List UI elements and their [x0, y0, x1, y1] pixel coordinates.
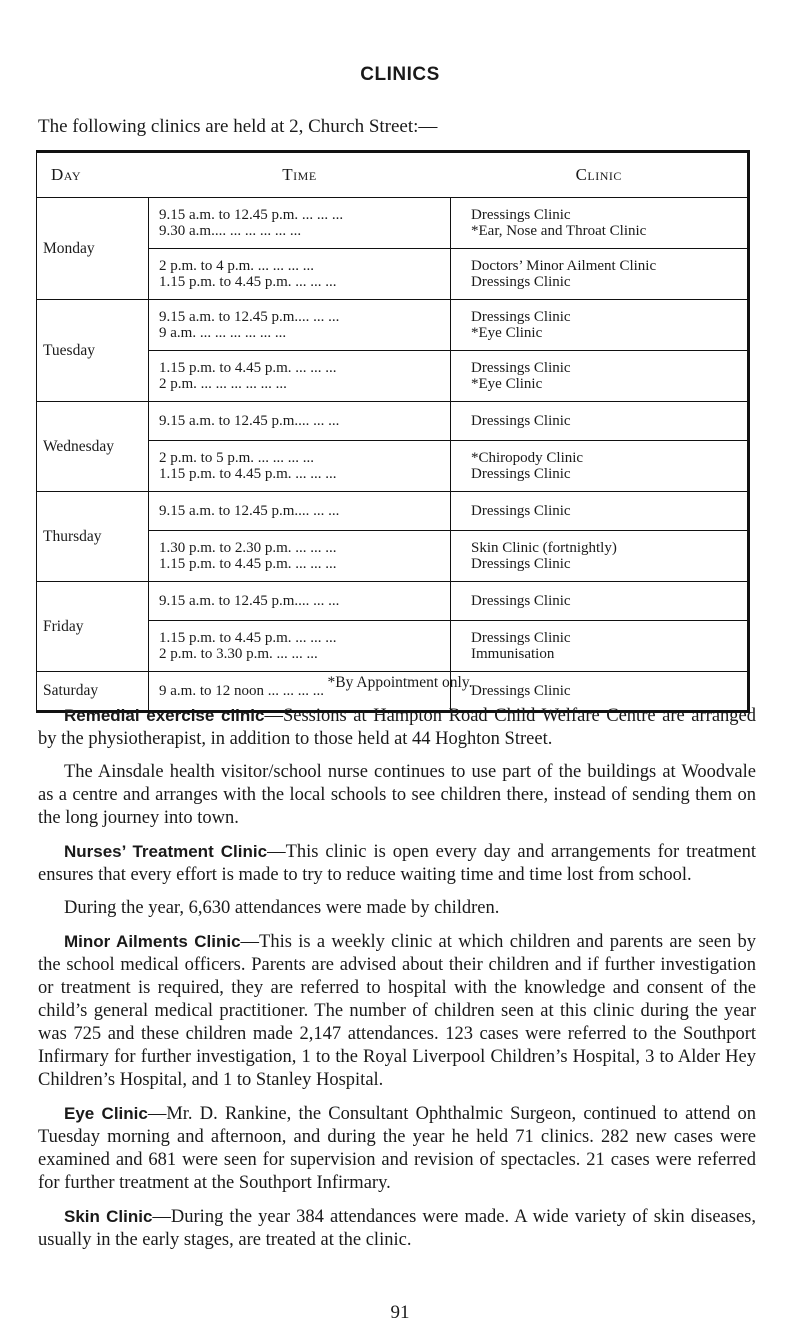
paragraph-text: —This clinic is open every day and arrangements for treatment ensures that every effort is made to try to reduce waiting time and time lost from school.	[38, 842, 756, 885]
time-cell	[149, 531, 451, 582]
clinic-text: Dressings Clinic	[471, 360, 571, 376]
clinic-text: Dressings Clinic	[471, 466, 571, 482]
day-cell: Tuesday	[37, 300, 149, 402]
paragraph-text: —Sessions at Hampton Road Child Welfare Centre are arranged by the physiotherapist, in addition to those held at 44 Hoghton Street.	[38, 706, 757, 749]
time-text: 2 p.m. to 3.30 p.m. ... ... ...	[159, 646, 318, 662]
time-cell	[149, 492, 451, 531]
clinic-text: Dressings Clinic	[471, 413, 571, 429]
time-text: 1.15 p.m. to 4.45 p.m. ... ... ...	[159, 274, 337, 290]
paragraph-heading: Remedial exercise clinic	[64, 706, 265, 725]
clinic-text: Doctors’ Minor Ailment Clinic	[471, 258, 657, 274]
time-cell	[149, 198, 451, 249]
time-text: 9.15 a.m. to 12.45 p.m.... ... ...	[159, 309, 340, 325]
appointment-note: *By Appointment only.	[327, 674, 473, 691]
clinic-cell	[451, 351, 749, 402]
clinic-text: *Eye Clinic	[471, 325, 543, 341]
table-row	[37, 402, 749, 441]
time-text: 1.15 p.m. to 4.45 p.m. ... ... ...	[159, 630, 337, 646]
time-cell	[149, 351, 451, 402]
clinic-cell	[451, 441, 749, 492]
time-text: 1.15 p.m. to 4.45 p.m. ... ... ...	[159, 556, 337, 572]
clinic-text: Dressings Clinic	[471, 207, 571, 223]
paragraph-heading: Nurses’ Treatment Clinic	[64, 842, 268, 861]
clinic-cell	[451, 492, 749, 531]
intro-text: The following clinics are held at 2, Church Street:—	[38, 116, 438, 137]
table-row	[37, 198, 749, 249]
time-text: 1.15 p.m. to 4.45 p.m. ... ... ...	[159, 466, 337, 482]
clinic-text: *Ear, Nose and Throat Clinic	[471, 223, 647, 239]
page-number: 91	[390, 1302, 410, 1323]
body-paragraph	[38, 930, 756, 1092]
clinic-text: *Chiropody Clinic	[471, 450, 584, 466]
paragraph-text: The Ainsdale health visitor/school nurse continues to use part of the buildings at Woodvale as a centre and arranges with the local schools to see children there, instead of sending them on the long journey into town.	[38, 762, 756, 828]
time-text: 9.15 a.m. to 12.45 p.m.... ... ...	[159, 413, 340, 429]
clinic-text: Dressings Clinic	[471, 503, 571, 519]
clinic-text: Immunisation	[471, 646, 555, 662]
clinic-text: Dressings Clinic	[471, 683, 571, 699]
time-cell	[149, 402, 451, 441]
clinic-text: Dressings Clinic	[471, 556, 571, 572]
time-text: 9.15 a.m. to 12.45 p.m. ... ... ...	[159, 207, 344, 223]
paragraph-text: —This is a weekly clinic at which children and parents are seen by the school medical officers. Parents are advised about their children and if further investigation or treatment is required, they are referred to hospital with the knowledge and consent of the child’s general medical practitioner. The number of children seen at this clinic during the year was 725 and these children made 2,147 attendances. 123 cases were referred to the Southport Infirmary for further investigation, 1 to the Royal Liverpool Children’s Hospital, 3 to Alder Hey Children’s Hospital, and 1 to Stanley Hospital.	[38, 932, 757, 1090]
paragraph-text: During the year, 6,630 attendances were made by children.	[64, 898, 500, 918]
time-cell	[149, 582, 451, 621]
header-time: Time	[149, 152, 451, 198]
paragraph-text: —Mr. D. Rankine, the Consultant Ophthalmic Surgeon, continued to attend on Tuesday morning and afternoon, and during the year he held 71 clinics. 282 new cases were examined and 681 were seen for supervision and revision of spectacles. 21 cases were referred for further treatment at the Southport Infirmary.	[38, 1104, 756, 1193]
clinic-text: Dressings Clinic	[471, 630, 571, 646]
time-text: 1.15 p.m. to 4.45 p.m. ... ... ...	[159, 360, 337, 376]
clinic-text: Dressings Clinic	[471, 309, 571, 325]
day-cell: Wednesday	[37, 402, 149, 492]
time-text: 2 p.m. to 5 p.m. ... ... ... ...	[159, 450, 315, 466]
time-text: 2 p.m. ... ... ... ... ... ...	[159, 376, 287, 392]
clinic-cell	[451, 249, 749, 300]
time-text: 2 p.m. to 4 p.m. ... ... ... ...	[159, 258, 315, 274]
time-cell	[149, 441, 451, 492]
clinic-cell	[451, 402, 749, 441]
clinic-cell	[451, 621, 749, 672]
table-body	[37, 198, 749, 712]
clinic-text: Skin Clinic (fortnightly)	[471, 540, 617, 556]
clinic-text: Dressings Clinic	[471, 274, 571, 290]
page-title: CLINICS	[360, 64, 440, 85]
header-day: Day	[37, 152, 149, 198]
body-text	[38, 704, 756, 1262]
clinic-cell	[451, 582, 749, 621]
day-cell: Friday	[37, 582, 149, 672]
table-row	[37, 582, 749, 621]
time-text: 9.15 a.m. to 12.45 p.m.... ... ...	[159, 503, 340, 519]
table-row	[37, 300, 749, 351]
table-row	[37, 492, 749, 531]
day-cell: Thursday	[37, 492, 149, 582]
clinic-text: Dressings Clinic	[471, 593, 571, 609]
paragraph-text: —During the year 384 attendances were made. A wide variety of skin diseases, usually in the early stages, are treated at the clinic.	[38, 1207, 756, 1250]
time-text: 9 a.m. to 12 noon ... ... ... ...	[159, 683, 324, 699]
time-text: 1.30 p.m. to 2.30 p.m. ... ... ...	[159, 540, 337, 556]
clinic-cell	[451, 198, 749, 249]
time-text: 9 a.m. ... ... ... ... ... ...	[159, 325, 287, 341]
clinic-cell	[451, 531, 749, 582]
header-clinic: Clinic	[451, 152, 749, 198]
body-paragraph	[38, 840, 756, 887]
time-text: 9.30 a.m.... ... ... ... ... ...	[159, 223, 302, 239]
clinic-schedule-table	[36, 150, 750, 713]
day-cell: Monday	[37, 198, 149, 300]
clinic-cell	[451, 300, 749, 351]
paragraph-heading: Eye Clinic	[64, 1104, 148, 1123]
paragraph-heading: Skin Clinic	[64, 1207, 153, 1226]
body-paragraph	[38, 1102, 756, 1195]
time-cell	[149, 621, 451, 672]
paragraph-heading: Minor Ailments Clinic	[64, 932, 241, 951]
day-cell: Saturday	[37, 672, 149, 712]
time-text: 9.15 a.m. to 12.45 p.m.... ... ...	[159, 593, 340, 609]
body-paragraph	[38, 704, 756, 751]
body-paragraph	[38, 1205, 756, 1252]
body-paragraph	[38, 897, 756, 920]
time-cell	[149, 300, 451, 351]
table-header-row	[37, 152, 749, 198]
body-paragraph	[38, 761, 756, 830]
clinic-text: *Eye Clinic	[471, 376, 543, 392]
time-cell	[149, 249, 451, 300]
